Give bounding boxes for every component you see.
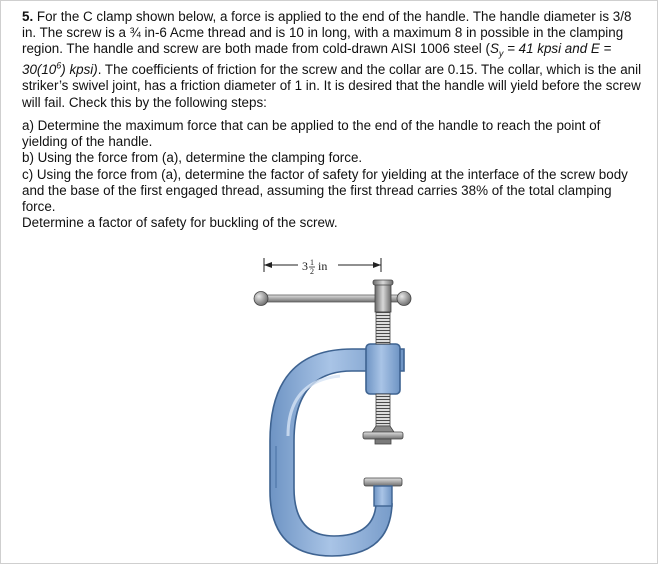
problem-intro: [22, 9, 644, 111]
intro-text-2: . The coefficients of friction for the screw and the collar are 0.15. The collar, which is the anil striker’s swivel joint, has a friction diameter of 1 in. It is desired that the handle will yield before the screw will fail. Check this by the following steps:: [22, 62, 642, 110]
dimension-numerator: 1: [310, 258, 314, 267]
screw-head: [375, 282, 391, 312]
problem-number: 5.: [22, 9, 34, 24]
dimension-unit: in: [318, 259, 328, 273]
swivel-pad: [363, 426, 403, 444]
part-a: a) Determine the maximum force that can be applied to the end of the handle to reach the point of yielding of the handle.: [22, 117, 601, 150]
yield-strength: $S_y = 41$ kpsi and $E = 30(10^6)$ kpsi): [22, 41, 612, 78]
c-clamp-figure: [240, 256, 430, 561]
lower-anvil: [364, 478, 402, 506]
problem-text: [22, 9, 644, 231]
handle-end-knob-right: [397, 292, 411, 306]
dimension-denominator: 2: [310, 267, 314, 276]
dimension-whole: 3: [302, 259, 308, 273]
screw-lower: [376, 394, 390, 426]
part-c: c) Using the force from (a), determine the factor of safety for yielding at the interface of the screw body and the base of the first engaged thread, assuming the first thread carries 38% of the total clamping force.: [22, 166, 628, 214]
threaded-boss: [366, 344, 400, 394]
part-d: Determine a factor of safety for buckling of the screw.: [22, 215, 338, 231]
screw-upper: [376, 312, 390, 344]
handle-end-knob-left: [254, 292, 268, 306]
intro-text-1: For the C clamp shown below, a force is applied to the end of the handle. The handle diameter is 3/8 in. The screw is a ¾ in-6 Acme thread and is 10 in long, with a maximum 8 in possible in the clamping region. The handle and screw are both made from cold-drawn AISI 1006 steel (: [22, 9, 632, 57]
part-b: b) Using the force from (a), determine the clamping force.: [22, 150, 363, 166]
